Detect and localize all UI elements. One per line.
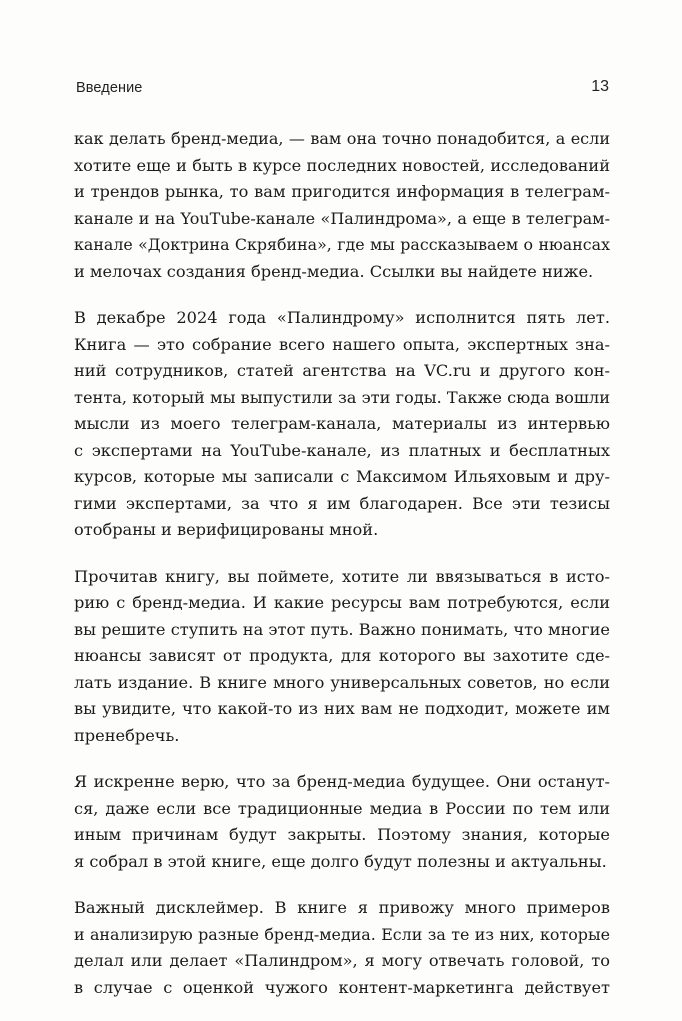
text-line: и анализирую разные бренд-медиа. Если за те из них, которые — [74, 924, 610, 944]
text-line: В декабре 2024 года «Палиндрому» исполнится пять лет. — [74, 308, 610, 327]
paragraph — [74, 769, 610, 875]
text-line: вы решите ступить на этот путь. Важно понимать, что многие — [74, 619, 610, 639]
text-line: лать издание. В книге много универсальных советов, но если — [74, 672, 610, 692]
paragraph — [74, 126, 610, 285]
text-line: и мелочах создания бренд-медиа. Ссылки вы найдете ниже. — [74, 261, 594, 281]
text-line: в случае с оценкой чужого контент-маркетинга действует — [74, 977, 610, 997]
text-line: мысли из моего телеграм-канала, материалы из интервью — [74, 414, 610, 433]
body-text — [74, 126, 610, 1021]
text-line: канале и на YouTube-канале «Палиндрома», а еще в телеграм- — [74, 208, 610, 228]
page-number: 13 — [591, 78, 609, 95]
text-line: как делать бренд-медиа, — вам она точно понадобится, а если — [74, 129, 610, 148]
text-line: ся, даже если все традиционные медиа в России по тем или — [74, 798, 610, 818]
text-line: ний сотрудников, статей агентства на VC.ru и другого кон- — [74, 361, 610, 380]
text-line: пренебречь. — [74, 725, 180, 745]
text-line: гими экспертами, за что я им благодарен. Все эти тезисы — [74, 493, 610, 513]
text-line: я собрал в этой книге, еще долго будут полезны и актуальны. — [74, 851, 607, 871]
running-head-title: Введение — [76, 80, 143, 96]
text-line: делал или делает «Палиндром», я могу отвечать головой, то — [74, 951, 610, 970]
text-line: Книга — это собрание всего нашего опыта, экспертных зна- — [74, 334, 610, 354]
text-line: курсов, которые мы записали с Максимом Ильяховым и дру- — [74, 467, 610, 486]
text-line: тента, который мы выпустили за эти годы. Также сюда вошли — [74, 387, 610, 407]
text-line: рию с бренд-медиа. И какие ресурсы вам потребуются, если — [74, 593, 610, 612]
paragraph — [74, 564, 610, 750]
text-line: Прочитав книгу, вы поймете, хотите ли ввязываться в исто- — [74, 566, 610, 586]
text-line: Я искренне верю, что за бренд-медиа будущее. Они останут- — [74, 772, 610, 791]
text-line: с экспертами на YouTube-канале, из платных и бесплатных — [74, 440, 610, 460]
text-line: вы увидите, что какой-то из них вам не подходит, можете им — [74, 699, 610, 718]
text-line: и трендов рынка, то вам пригодится информация в телеграм- — [74, 182, 610, 201]
text-line: канале «Доктрина Скрябина», где мы рассказываем о нюансах — [74, 235, 610, 254]
text-line: хотите еще и быть в курсе последних новостей, исследований — [74, 155, 610, 175]
text-line: нюансы зависят от продукта, для которого вы захотите сде- — [74, 646, 610, 665]
paragraph — [74, 305, 610, 544]
paragraph — [74, 895, 610, 1001]
text-line: Важный дисклеймер. В книге я привожу много примеров — [74, 898, 610, 917]
text-line: иным причинам будут закрыты. Поэтому знания, которые — [74, 825, 610, 844]
text-line: отобраны и верифицированы мной. — [74, 520, 379, 539]
